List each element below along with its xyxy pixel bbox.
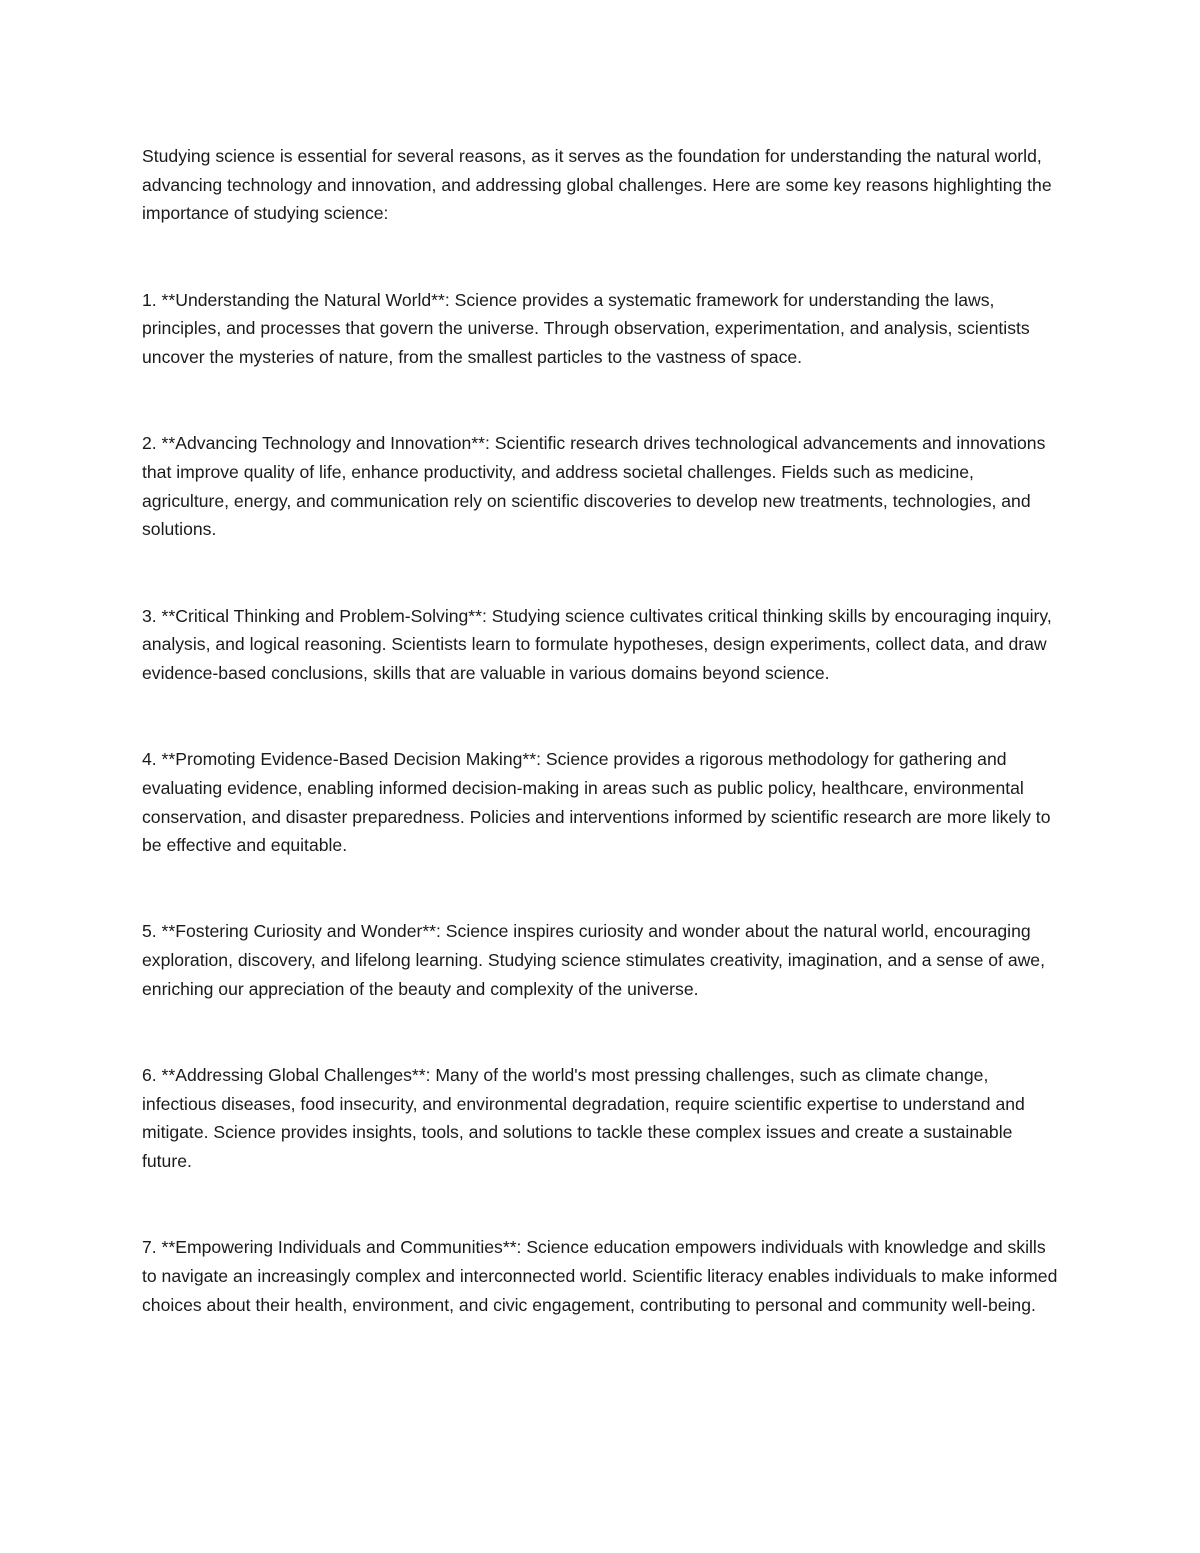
list-item-curiosity-wonder: 5. **Fostering Curiosity and Wonder**: Science inspires curiosity and wonder about the natural world, encouraging exploration, discovery, and lifelong learning. Studying science stimulates creativity, imagination, and a sense of awe, enriching our appreciation of the beauty and complexity of the universe. [142, 921, 1045, 999]
list-item-global-challenges: 6. **Addressing Global Challenges**: Many of the world's most pressing challenges, such as climate change, infectious diseases, food insecurity, and environmental degradation, require scientific expertise to understand and mitigate. Science provides insights, tools, and solutions to tackle these complex issues and create a sustainable future. [142, 1065, 1025, 1172]
list-item-understanding-natural-world: 1. **Understanding the Natural World**: Science provides a systematic framework for understanding the laws, principles, and processes that govern the universe. Through observation, experimentation, and analysis, scientists uncover the mysteries of nature, from the smallest particles to the vastness of space. [142, 289, 1030, 368]
list-item-empowering-individuals: 7. **Empowering Individuals and Communities**: Science education empowers individuals with knowledge and skills to navigate an increasingly complex and interconnected world. Scientific literacy enables individuals to make informed choices about their health, environment, and civic engagement, contributing to personal and community well-being. [142, 1237, 1058, 1315]
document-body [142, 142, 1062, 1319]
list-item-critical-thinking: 3. **Critical Thinking and Problem-Solving**: Studying science cultivates critical thinking skills by encouraging inquiry, analysis, and logical reasoning. Scientists learn to formulate hypotheses, design experiments, collect data, and draw evidence-based conclusions, skills that are valuable in various domains beyond science. [142, 605, 1052, 683]
intro-paragraph: Studying science is essential for several reasons, as it serves as the foundation for understanding the natural world, advancing technology and innovation, and addressing global challenges. Here are some key reasons highlighting the importance of studying science: [142, 146, 1052, 224]
list-item-advancing-technology: 2. **Advancing Technology and Innovation**: Scientific research drives technological advancements and innovations that improve quality of life, enhance productivity, and address societal challenges. Fields such as medicine, agriculture, energy, and communication rely on scientific discoveries to develop new treatments, technologies, and solutions. [142, 433, 1046, 540]
list-item-evidence-based-decisions: 4. **Promoting Evidence-Based Decision Making**: Science provides a rigorous methodology for gathering and evaluating evidence, enabling informed decision-making in areas such as public policy, healthcare, environmental conservation, and disaster preparedness. Policies and interventions informed by scientific research are more likely to be effective and equitable. [142, 749, 1051, 856]
